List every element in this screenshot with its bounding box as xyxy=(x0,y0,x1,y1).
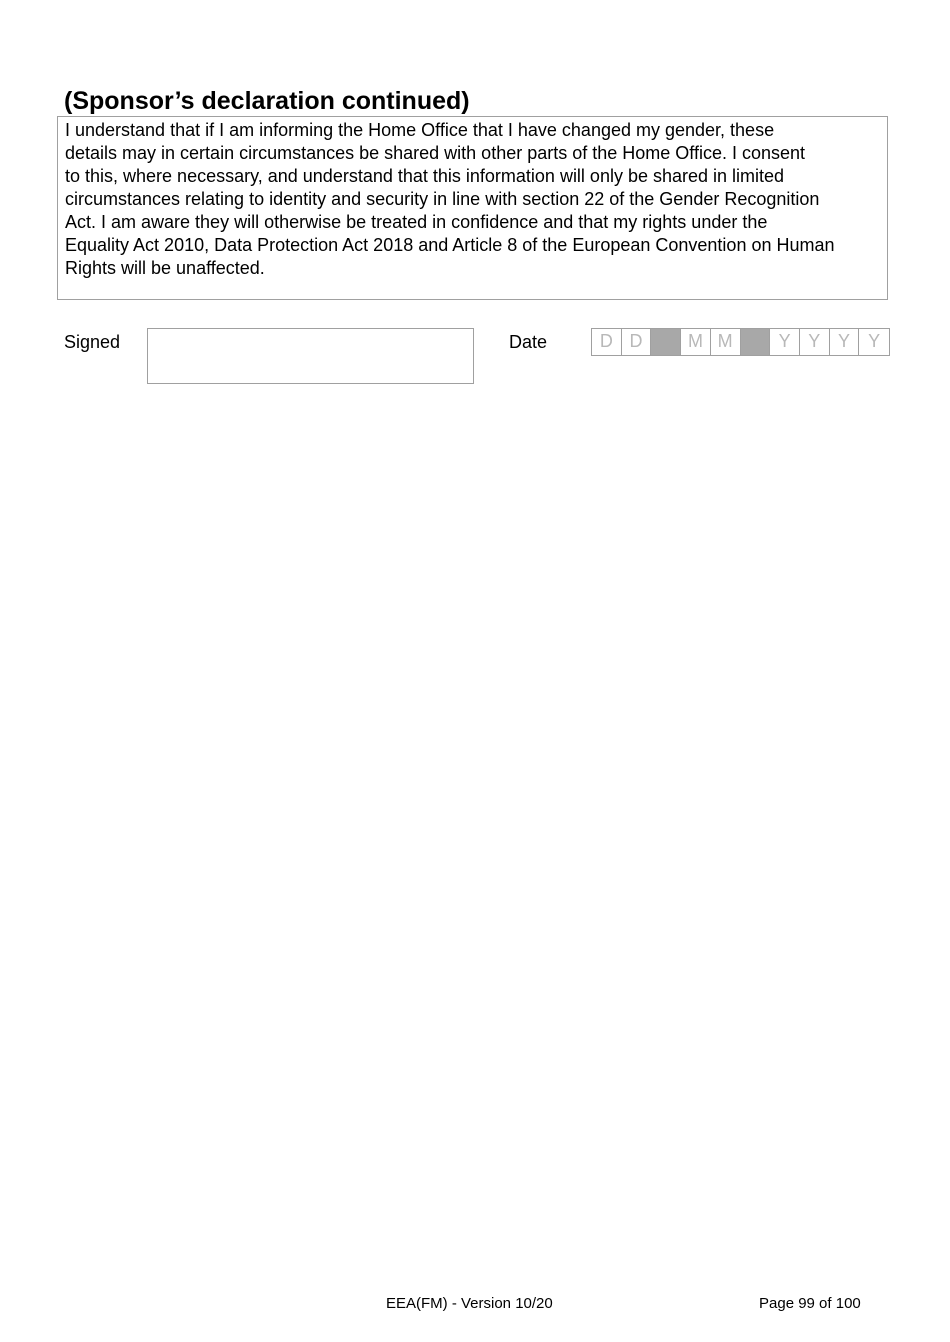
date-year-digit-3[interactable]: Y xyxy=(830,329,860,355)
date-month-digit-2[interactable]: M xyxy=(711,329,741,355)
declaration-box xyxy=(57,116,888,300)
date-month-digit-1[interactable]: M xyxy=(681,329,711,355)
date-field[interactable] xyxy=(591,328,890,356)
footer-version: EEA(FM) - Version 10/20 xyxy=(386,1295,553,1312)
date-day-digit-2[interactable]: D xyxy=(622,329,652,355)
declaration-line: Rights will be unaffected. xyxy=(65,258,265,278)
date-day-digit-1[interactable]: D xyxy=(592,329,622,355)
declaration-line: Act. I am aware they will otherwise be treated in confidence and that my rights under the xyxy=(65,212,768,232)
date-year-digit-2[interactable]: Y xyxy=(800,329,830,355)
signature-field[interactable] xyxy=(147,328,474,384)
date-separator xyxy=(741,329,771,355)
footer-page-number: Page 99 of 100 xyxy=(759,1295,861,1312)
date-separator xyxy=(651,329,681,355)
date-year-digit-1[interactable]: Y xyxy=(770,329,800,355)
declaration-line: circumstances relating to identity and security in line with section 22 of the Gender Recognition xyxy=(65,189,820,209)
declaration-line: to this, where necessary, and understand that this information will only be shared in limited xyxy=(65,166,785,186)
date-year-digit-4[interactable]: Y xyxy=(868,331,881,351)
declaration-text xyxy=(65,119,887,280)
declaration-line: details may in certain circumstances be shared with other parts of the Home Office. I consent xyxy=(65,143,806,163)
date-label: Date xyxy=(509,332,548,352)
signed-label: Signed xyxy=(64,332,121,352)
declaration-line: Equality Act 2010, Data Protection Act 2018 and Article 8 of the European Convention on Human xyxy=(65,235,835,255)
section-heading: (Sponsor’s declaration continued) xyxy=(64,87,470,115)
declaration-line: I understand that if I am informing the Home Office that I have changed my gender, these xyxy=(65,120,775,140)
